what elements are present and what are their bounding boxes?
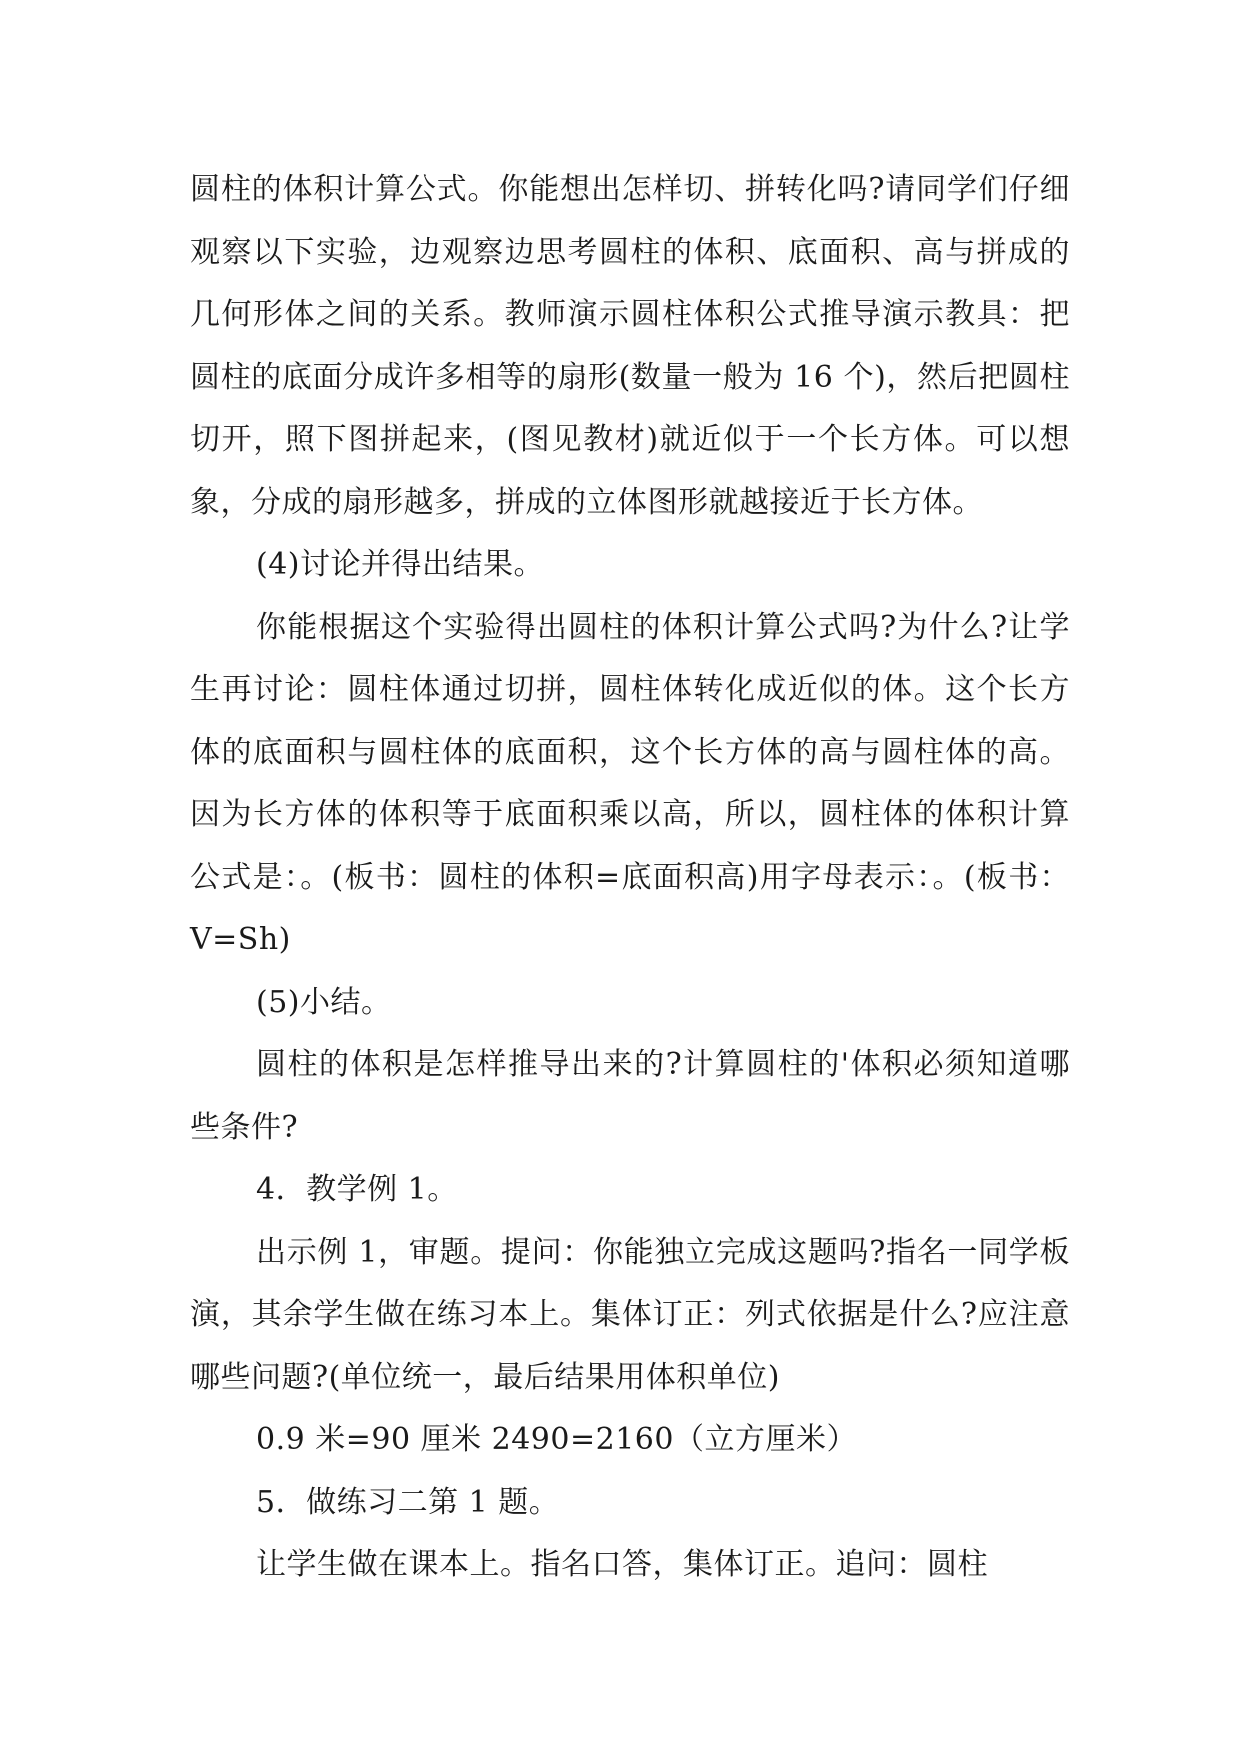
document-body	[190, 159, 1070, 1597]
paragraph-step-4-heading: (4)讨论并得出结果。	[256, 547, 544, 582]
paragraph-exercise: 让学生做在课本上。指名口答，集体订正。追问：圆柱	[256, 1547, 988, 1582]
paragraph-discussion: 你能根据这个实验得出圆柱的体积计算公式吗?为什么?让学生再讨论：圆柱体通过切拼，圆柱体转化成近似的体。这个长方体的底面积与圆柱体的底面积，这个长方体的高与圆柱体的高。因为长方体的体积等于底面积乘以高，所以，圆柱体的体积计算公式是：。(板书：圆柱的体积=底面积高)用字母表示：。(板书：V=Sh)	[190, 609, 1070, 957]
paragraph-step-5-heading: (5)小结。	[256, 984, 392, 1020]
paragraph-example-1: 出示例 1，审题。提问：你能独立完成这题吗?指名一同学板演，其余学生做在练习本上。集体订正：列式依据是什么?应注意哪些问题?(单位统一，最后结果用体积单位)	[190, 1234, 1070, 1395]
paragraph-continuation: 圆柱的体积计算公式。你能想出怎样切、拼转化吗?请同学们仔细观察以下实验，边观察边思考圆柱的体积、底面积、高与拼成的几何形体之间的关系。教师演示圆柱体积公式推导演示教具：把圆柱的底面分成许多相等的扇形(数量一般为 16 个)，然后把圆柱切开，照下图拼起来，(图见教材)就近似于一个长方体。可以想象，分成的扇形越多，拼成的立体图形就越接近于长方体。	[190, 172, 1070, 520]
paragraph-summary-question: 圆柱的体积是怎样推导出来的?计算圆柱的'体积必须知道哪些条件?	[190, 1047, 1070, 1145]
paragraph-example-1-heading: 4．教学例 1。	[256, 1172, 458, 1207]
paragraph-calculation: 0.9 米=90 厘米 2490=2160（立方厘米）	[256, 1422, 857, 1457]
paragraph-exercise-heading: 5．做练习二第 1 题。	[256, 1484, 560, 1520]
